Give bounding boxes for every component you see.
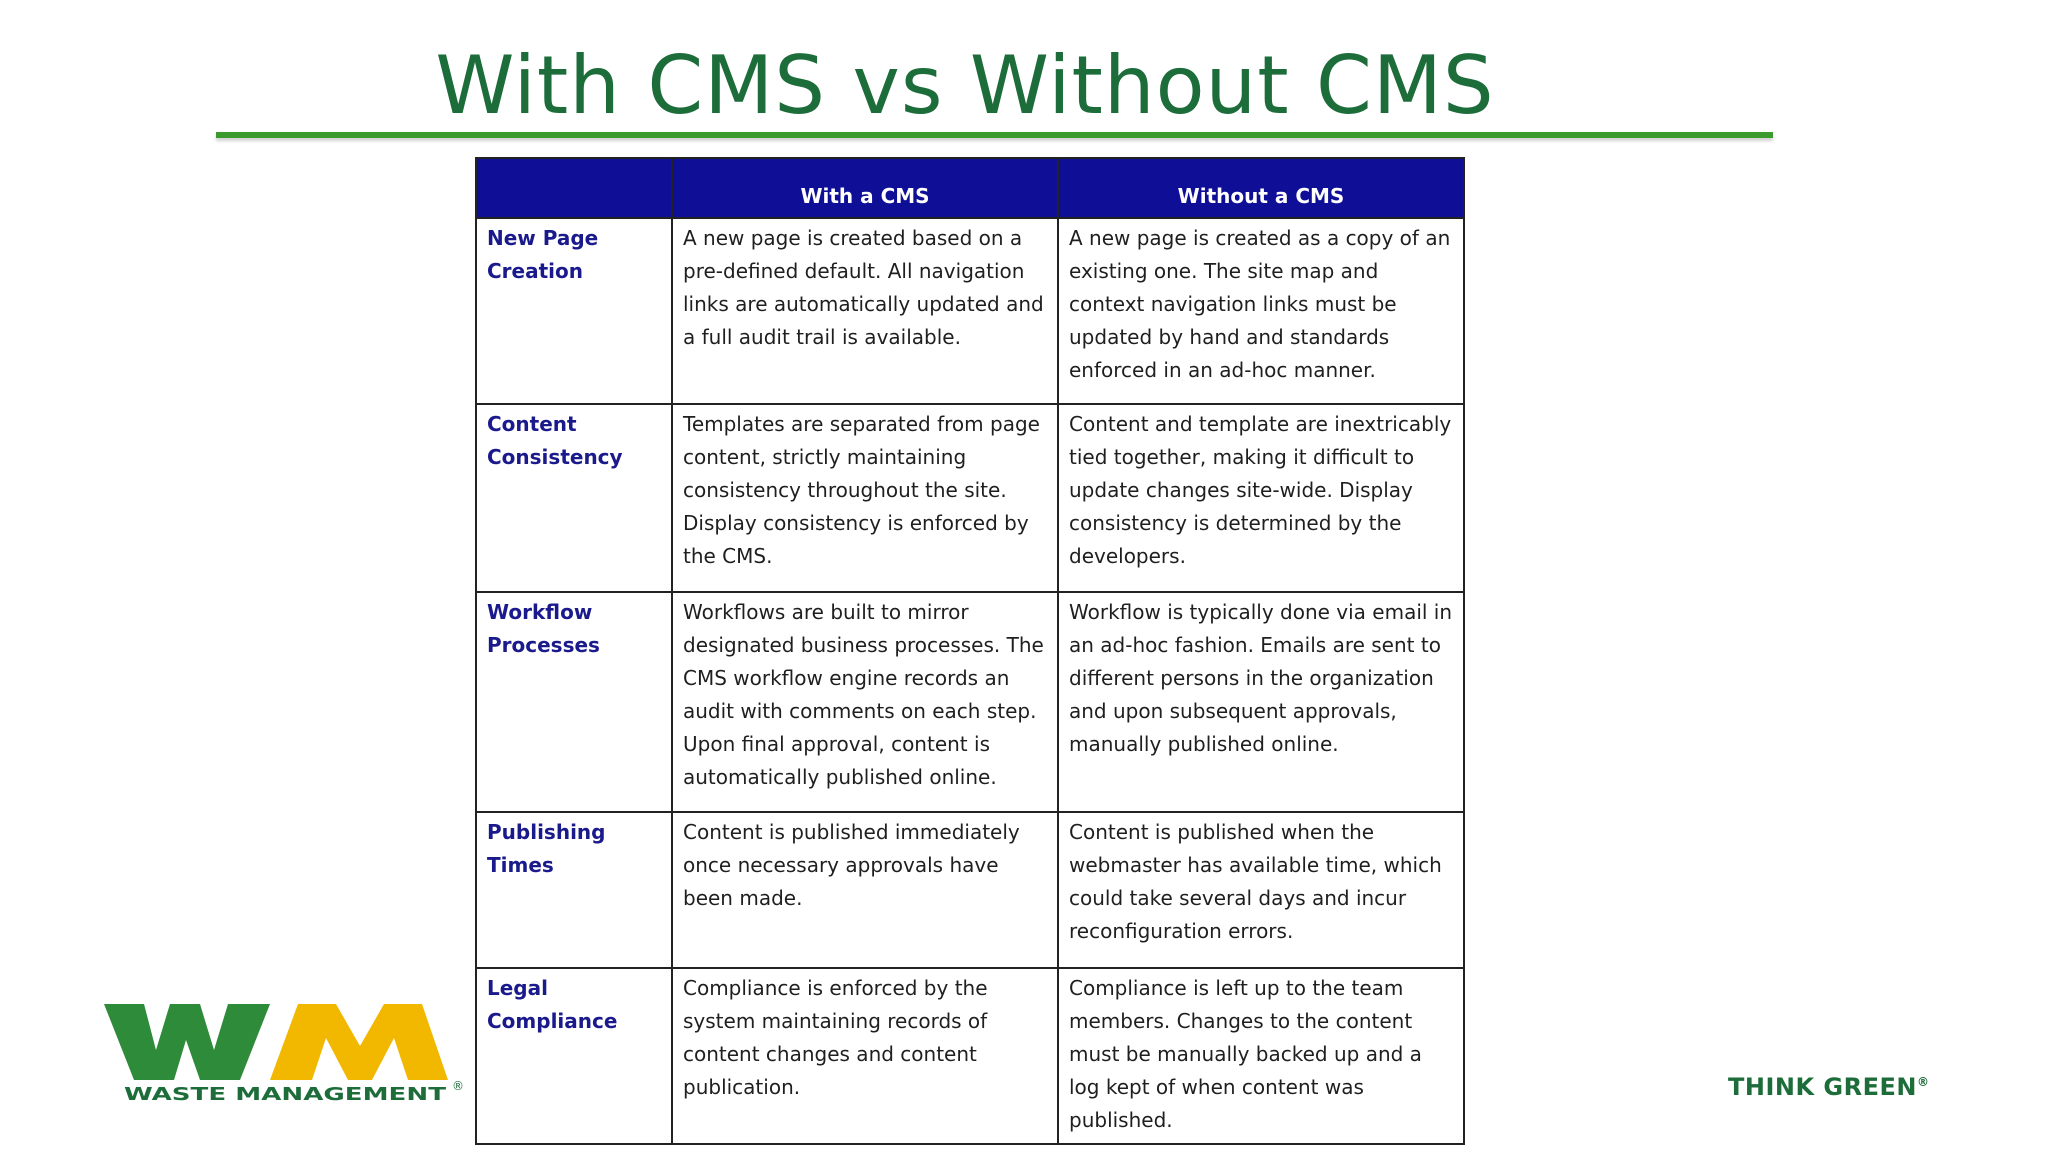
cell-without-cms: Content is published when the webmaster has available time, which could take several days and incur reconfiguration errors. <box>1058 812 1464 968</box>
cell-without-cms: Content and template are inextricably tied together, making it difficult to update changes site-wide. Display consistency is determined by the developers. <box>1058 404 1464 592</box>
header-with-cms: With a CMS <box>672 158 1058 218</box>
row-label-content-consistency: Content Consistency <box>476 404 672 592</box>
waste-management-logo <box>100 1000 472 1106</box>
row-label-new-page-creation: New Page Creation <box>476 218 672 404</box>
table-header-row <box>476 158 1464 218</box>
row-label-legal-compliance: Legal Compliance <box>476 968 672 1144</box>
cell-with-cms: Workflows are built to mirror designated business processes. The CMS workflow engine records an audit with comments on each step. Upon final approval, content is automatically published online. <box>672 592 1058 812</box>
cell-with-cms: A new page is created based on a pre-defined default. All navigation links are automatically updated and a full audit trail is available. <box>672 218 1058 404</box>
row-label-publishing-times: Publishing Times <box>476 812 672 968</box>
tagline-registered-mark: ® <box>1916 1075 1930 1089</box>
header-without-cms: Without a CMS <box>1058 158 1464 218</box>
table-row <box>476 218 1464 404</box>
table-row <box>476 592 1464 812</box>
cell-with-cms: Compliance is enforced by the system maintaining records of content changes and content publication. <box>672 968 1058 1144</box>
think-green-tagline <box>1728 1073 1929 1101</box>
table-row <box>476 968 1464 1144</box>
cell-without-cms: Compliance is left up to the team members. Changes to the content must be manually backed up and a log kept of when content was published. <box>1058 968 1464 1144</box>
title-divider <box>216 132 1773 138</box>
table-row <box>476 404 1464 592</box>
cell-with-cms: Templates are separated from page content, strictly maintaining consistency throughout the site. Display consistency is enforced by the CMS. <box>672 404 1058 592</box>
logo-m-letter <box>270 1004 448 1080</box>
cell-with-cms: Content is published immediately once necessary approvals have been made. <box>672 812 1058 968</box>
tagline-text: THINK GREEN <box>1728 1073 1917 1101</box>
cell-without-cms: A new page is created as a copy of an existing one. The site map and context navigation links must be updated by hand and standards enforced in an ad-hoc manner. <box>1058 218 1464 404</box>
header-corner-cell <box>476 158 672 218</box>
logo-w-letter <box>104 1004 270 1080</box>
comparison-table <box>475 157 1465 1145</box>
row-label-workflow-processes: Workflow Processes <box>476 592 672 812</box>
cell-without-cms: Workflow is typically done via email in an ad-hoc fashion. Emails are sent to different persons in the organization and upon subsequent approvals, manually published online. <box>1058 592 1464 812</box>
slide-title: With CMS vs Without CMS <box>435 39 1495 132</box>
logo-wordmark: WASTE MANAGEMENT <box>124 1084 448 1105</box>
table-row <box>476 812 1464 968</box>
logo-registered-mark: ® <box>452 1079 464 1093</box>
